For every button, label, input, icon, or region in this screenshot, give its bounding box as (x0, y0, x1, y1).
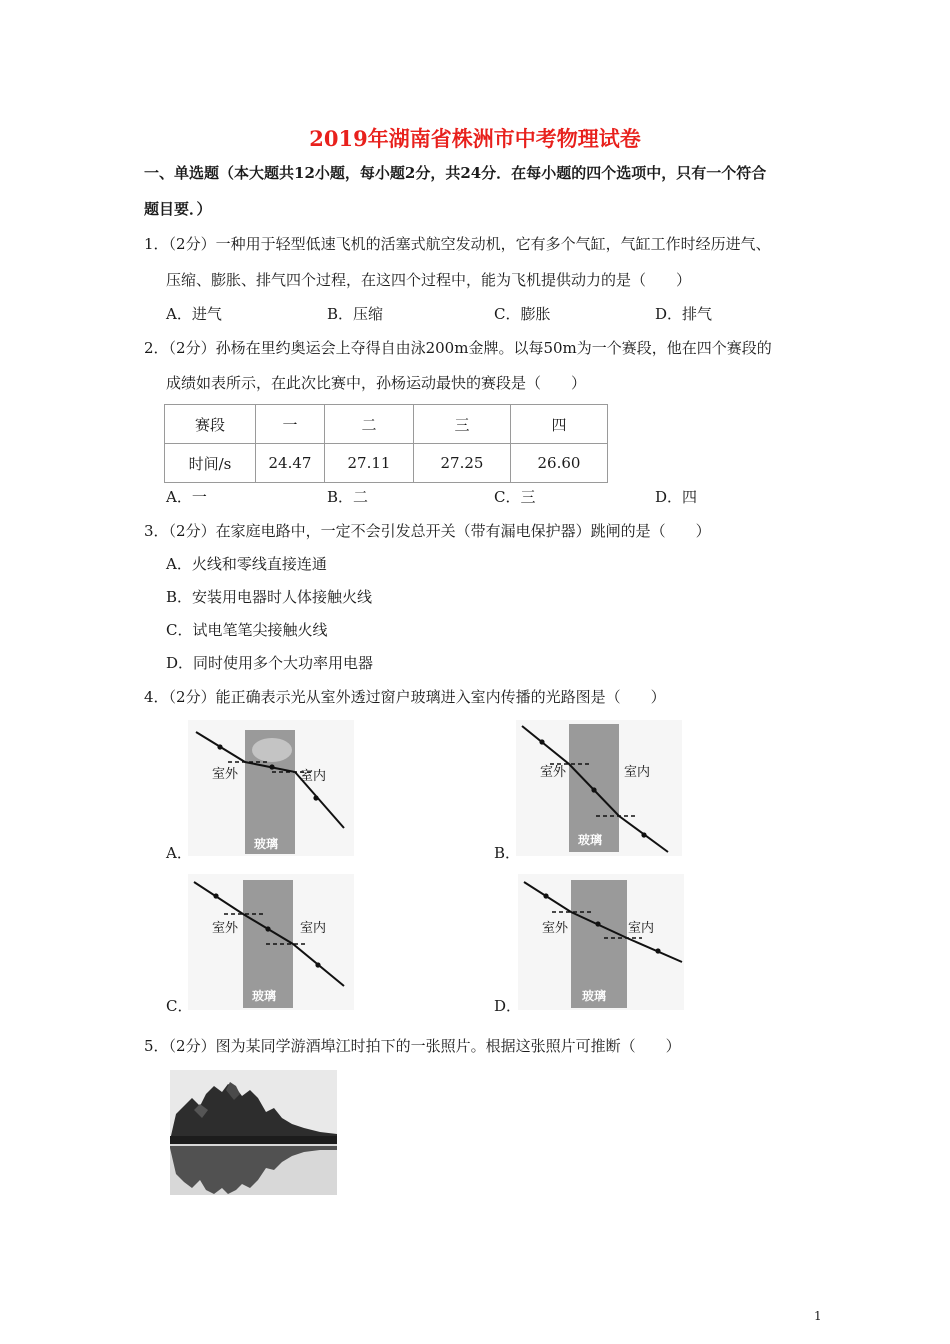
q1-stem-line2: 压缩、膨胀、排气四个过程，在这四个过程中，能为飞机提供动力的是（ ） (166, 271, 692, 289)
q1-option-d: D．排气 (655, 305, 713, 323)
q1-option-c: C．膨胀 (494, 305, 551, 323)
page-number: 1 (814, 1309, 822, 1323)
label-outside: 室外 (212, 921, 239, 936)
table-cell: 一 (256, 405, 325, 444)
q2-results-table (164, 404, 608, 483)
q4-option-a: A． (166, 844, 192, 862)
label-inside: 室内 (300, 921, 327, 936)
q1-stem-line1: 1．（2分）一种用于轻型低速飞机的活塞式航空发动机，它有多个气缸，气缸工作时经历进气、 (144, 235, 771, 253)
label-inside: 室内 (300, 769, 327, 784)
table-cell: 二 (325, 405, 414, 444)
q5-river-photo (170, 1070, 337, 1195)
table-cell: 27.11 (325, 444, 414, 483)
table-cell: 三 (414, 405, 511, 444)
table-cell: 26.60 (511, 444, 608, 483)
q1-option-b: B．压缩 (327, 305, 384, 323)
label-glass: 玻璃 (252, 989, 277, 1003)
table-cell: 赛段 (165, 405, 256, 444)
label-outside: 室外 (540, 765, 567, 780)
q4-diagram-d (518, 874, 684, 1010)
label-glass: 玻璃 (578, 833, 603, 847)
q4-stem: 4．（2分）能正确表示光从室外透过窗户玻璃进入室内传播的光路图是（ ） (144, 688, 666, 706)
q3-option-c: C．试电笔笔尖接触火线 (166, 621, 328, 639)
q2-option-c: C．三 (494, 488, 536, 506)
q2-stem-line2: 成绩如表所示，在此次比赛中，孙杨运动最快的赛段是（ ） (166, 374, 587, 392)
q2-stem-line1: 2．（2分）孙杨在里约奥运会上夺得自由泳200m金牌。以每50m为一个赛段，他在四个赛段的 (144, 339, 772, 357)
q3-option-b: B．安装用电器时人体接触火线 (166, 588, 373, 606)
label-inside: 室内 (624, 765, 651, 780)
q4-option-d: D． (494, 997, 522, 1015)
table-cell: 时间/s (165, 444, 256, 483)
q4-option-b: B． (494, 844, 521, 862)
label-glass: 玻璃 (254, 837, 279, 851)
q2-option-b: B．二 (327, 488, 369, 506)
q3-option-d: D．同时使用多个大功率用电器 (166, 654, 374, 672)
label-outside: 室外 (212, 767, 239, 782)
label-outside: 室外 (542, 921, 569, 936)
q3-stem: 3．（2分）在家庭电路中，一定不会引发总开关（带有漏电保护器）跳闸的是（ ） (144, 522, 711, 540)
table-row (165, 444, 608, 483)
q4-diagram-b (516, 720, 682, 856)
q4-option-c: C． (166, 997, 193, 1015)
table-row (165, 405, 608, 444)
table-cell: 24.47 (256, 444, 325, 483)
q1-option-a: A．进气 (166, 305, 222, 323)
label-inside: 室内 (628, 921, 655, 936)
q4-diagram-c (188, 874, 354, 1010)
table-cell: 27.25 (414, 444, 511, 483)
section-heading-line2: 题目要．） (144, 200, 212, 218)
page-title: 2019年湖南省株洲市中考物理试卷 (309, 126, 641, 151)
label-glass: 玻璃 (582, 989, 607, 1003)
q2-option-d: D．四 (655, 488, 698, 506)
q5-stem: 5．（2分）图为某同学游酒埠江时拍下的一张照片。根据这张照片可推断（ ） (144, 1037, 681, 1055)
q3-option-a: A．火线和零线直接连通 (166, 555, 327, 573)
q2-option-a: A．一 (166, 488, 207, 506)
section-heading-line1: 一、单选题（本大题共12小题，每小题2分，共24分．在每小题的四个选项中，只有一个符合 (144, 164, 767, 182)
q4-diagram-a (188, 720, 354, 856)
table-cell: 四 (511, 405, 608, 444)
